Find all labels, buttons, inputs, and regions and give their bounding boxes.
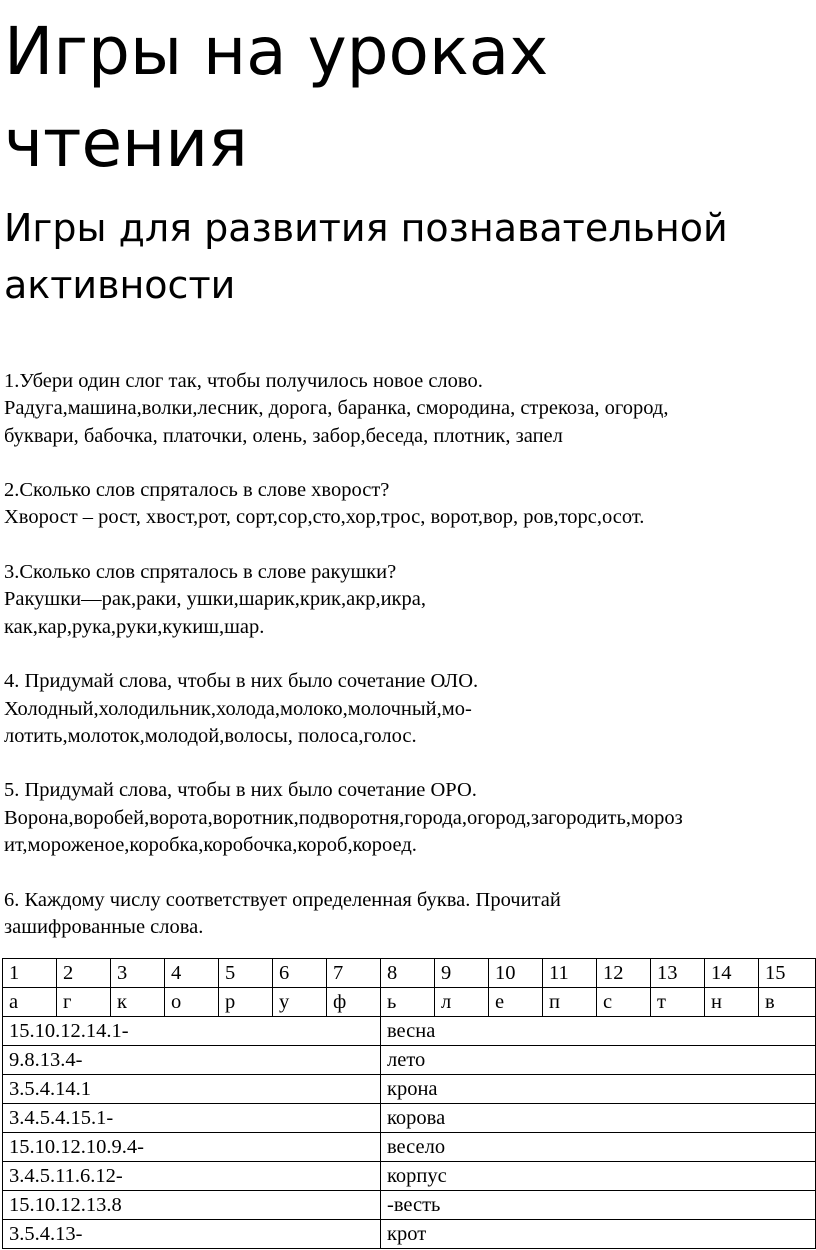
cipher-letter-cell: ф [327, 988, 381, 1017]
cipher-number-cell: 14 [705, 959, 759, 988]
cipher-number-cell: 8 [381, 959, 435, 988]
table-row [3, 1191, 816, 1220]
code-cell: 9.8.13.4- [3, 1046, 381, 1075]
task-4-question: 4. Придумай слова, чтобы в них было сочетание ОЛО. [4, 670, 479, 693]
page-subtitle: Игры для развития познавательной активности [4, 206, 728, 307]
cipher-number-cell: 2 [57, 959, 111, 988]
cipher-table [2, 958, 816, 1249]
cipher-letter-cell: с [597, 988, 651, 1017]
task-3-question: 3.Сколько слов спряталось в слове ракушки? [4, 561, 397, 584]
table-row [3, 1220, 816, 1249]
task-1-answer-line-2: буквари, бабочка, платочки, олень, забор,беседа, плотник, запел [4, 424, 563, 447]
cipher-numbers-row [3, 959, 816, 988]
cipher-number-cell: 5 [219, 959, 273, 988]
code-cell: 15.10.12.10.9.4- [3, 1133, 381, 1162]
paragraph-gap [4, 532, 816, 559]
cipher-letter-cell: ь [381, 988, 435, 1017]
cipher-letters-row [3, 988, 816, 1017]
task-4-answer-line-2: лотить,молоток,молодой,волосы, полоса,голос. [4, 724, 417, 747]
task-3-answer-line-2: как,кар,рука,руки,кукиш,шар. [4, 615, 265, 638]
cipher-number-cell: 7 [327, 959, 381, 988]
paragraph-gap [4, 859, 816, 886]
cipher-letter-cell: к [111, 988, 165, 1017]
table-row [3, 1162, 816, 1191]
cipher-letter-cell: е [489, 988, 543, 1017]
word-cell: крона [381, 1075, 816, 1104]
code-cell: 3.4.5.11.6.12- [3, 1162, 381, 1191]
cipher-letter-cell: л [435, 988, 489, 1017]
cipher-letter-cell: р [219, 988, 273, 1017]
task-3-answer-line-1: Ракушки—рак,раки, ушки,шарик,крик,акр,икра, [4, 588, 426, 611]
task-6-question-line-1: 6. Каждому числу соответствует определенная буква. Прочитай [4, 888, 561, 911]
cipher-number-cell: 12 [597, 959, 651, 988]
cipher-number-cell: 6 [273, 959, 327, 988]
cipher-number-cell: 10 [489, 959, 543, 988]
cipher-number-cell: 11 [543, 959, 597, 988]
cipher-number-cell: 9 [435, 959, 489, 988]
code-cell: 15.10.12.13.8 [3, 1191, 381, 1220]
cipher-letter-cell: у [273, 988, 327, 1017]
cipher-letter-cell: т [651, 988, 705, 1017]
word-cell: весна [381, 1017, 816, 1046]
cipher-letter-cell: а [3, 988, 57, 1017]
task-5-question: 5. Придумай слова, чтобы в них было сочетание ОРО. [4, 779, 477, 802]
table-row [3, 1046, 816, 1075]
code-cell: 3.4.5.4.15.1- [3, 1104, 381, 1133]
task-4-answer-line-1: Холодный,холодильник,холода,молоко,молочный,мо- [4, 697, 472, 720]
task-6-question-line-2: зашифрованные слова. [4, 915, 204, 938]
task-1-answer-line-1: Радуга,машина,волки,лесник, дорога, баранка, смородина, стрекоза, огород, [4, 397, 669, 420]
tasks-body [4, 368, 816, 941]
cipher-letter-cell: в [759, 988, 816, 1017]
cipher-letter-cell: г [57, 988, 111, 1017]
task-5-answer-line-1: Ворона,воробей,ворота,воротник,подворотня,города,огород,загородить,мороз [4, 806, 683, 829]
page-title: Игры на уроках чтения [4, 13, 549, 182]
word-cell: лето [381, 1046, 816, 1075]
task-5-answer-line-2: ит,мороженое,коробка,коробочка,короб,короед. [4, 834, 417, 857]
cipher-letter-cell: п [543, 988, 597, 1017]
cipher-letter-cell: о [165, 988, 219, 1017]
table-row [3, 1017, 816, 1046]
word-cell: корова [381, 1104, 816, 1133]
word-cell: весело [381, 1133, 816, 1162]
table-row [3, 1104, 816, 1133]
task-2-question: 2.Сколько слов спряталось в слове хворост? [4, 479, 390, 502]
cipher-number-cell: 3 [111, 959, 165, 988]
cipher-number-cell: 15 [759, 959, 816, 988]
code-cell: 3.5.4.14.1 [3, 1075, 381, 1104]
word-cell: -весть [381, 1191, 816, 1220]
paragraph-gap [4, 450, 816, 477]
task-1-question: 1.Убери один слог так, чтобы получилось новое слово. [4, 370, 483, 392]
paragraph-gap [4, 641, 816, 668]
table-row [3, 1075, 816, 1104]
table-row [3, 1133, 816, 1162]
cipher-number-cell: 4 [165, 959, 219, 988]
paragraph-gap [4, 750, 816, 777]
cipher-letter-cell: н [705, 988, 759, 1017]
word-cell: корпус [381, 1162, 816, 1191]
code-cell: 3.5.4.13- [3, 1220, 381, 1249]
word-cell: крот [381, 1220, 816, 1249]
task-2-answer-line-1: Хворост – рост, хвост,рот, сорт,сор,сто,хор,трос, ворот,вор, ров,торс,осот. [4, 506, 645, 529]
cipher-number-cell: 1 [3, 959, 57, 988]
cipher-number-cell: 13 [651, 959, 705, 988]
code-cell: 15.10.12.14.1- [3, 1017, 381, 1046]
